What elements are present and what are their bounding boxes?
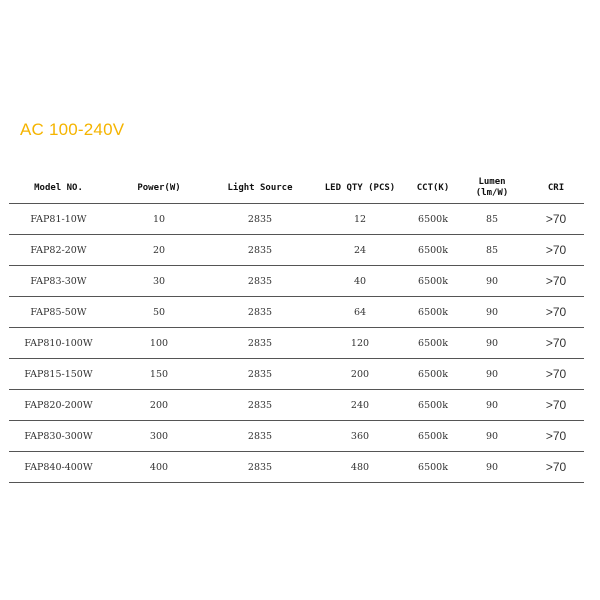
cell-model: FAP810-100W [9, 328, 108, 359]
cell-cri: >70 [528, 266, 584, 297]
header-cri: CRI [528, 173, 584, 204]
cell-cri: >70 [528, 297, 584, 328]
header-lumen [456, 173, 528, 204]
cell-lumen: 85 [456, 235, 528, 266]
table-row [9, 452, 584, 483]
cell-cct: 6500k [410, 266, 456, 297]
cell-lumen: 90 [456, 328, 528, 359]
header-lumen-line2: (lm/W) [475, 188, 509, 198]
cell-light-source: 2835 [210, 390, 310, 421]
cell-led-qty: 360 [310, 421, 410, 452]
cell-light-source: 2835 [210, 452, 310, 483]
header-cct: CCT(K) [410, 173, 456, 204]
cell-cri: >70 [528, 204, 584, 235]
cell-light-source: 2835 [210, 266, 310, 297]
cell-lumen: 90 [456, 266, 528, 297]
cell-led-qty: 480 [310, 452, 410, 483]
cell-led-qty: 200 [310, 359, 410, 390]
table-row [9, 235, 584, 266]
table-row [9, 421, 584, 452]
header-row [9, 173, 584, 204]
table-row [9, 359, 584, 390]
table-row [9, 328, 584, 359]
header-lumen-line1: Lumen [478, 177, 506, 187]
cell-cct: 6500k [410, 359, 456, 390]
cell-lumen: 90 [456, 421, 528, 452]
cell-lumen: 90 [456, 297, 528, 328]
table-row [9, 390, 584, 421]
cell-power: 200 [108, 390, 210, 421]
spec-table [9, 173, 584, 483]
cell-model: FAP81-10W [9, 204, 108, 235]
cell-cri: >70 [528, 452, 584, 483]
cell-power: 50 [108, 297, 210, 328]
cell-cct: 6500k [410, 421, 456, 452]
cell-cri: >70 [528, 359, 584, 390]
cell-lumen: 90 [456, 359, 528, 390]
header-light-source: Light Source [210, 173, 310, 204]
header-power: Power(W) [108, 173, 210, 204]
cell-power: 150 [108, 359, 210, 390]
cell-model: FAP82-20W [9, 235, 108, 266]
cell-power: 30 [108, 266, 210, 297]
cell-cri: >70 [528, 235, 584, 266]
cell-light-source: 2835 [210, 297, 310, 328]
table-row [9, 204, 584, 235]
cell-light-source: 2835 [210, 421, 310, 452]
header-led-qty: LED QTY (PCS) [310, 173, 410, 204]
cell-power: 400 [108, 452, 210, 483]
cell-model: FAP840-400W [9, 452, 108, 483]
table-row [9, 297, 584, 328]
cell-lumen: 90 [456, 452, 528, 483]
cell-light-source: 2835 [210, 235, 310, 266]
cell-model: FAP85-50W [9, 297, 108, 328]
cell-power: 100 [108, 328, 210, 359]
cell-cct: 6500k [410, 297, 456, 328]
voltage-title: AC 100-240V [20, 120, 125, 139]
cell-led-qty: 240 [310, 390, 410, 421]
cell-led-qty: 24 [310, 235, 410, 266]
cell-cri: >70 [528, 328, 584, 359]
cell-model: FAP83-30W [9, 266, 108, 297]
cell-light-source: 2835 [210, 359, 310, 390]
cell-lumen: 85 [456, 204, 528, 235]
cell-model: FAP830-300W [9, 421, 108, 452]
cell-led-qty: 64 [310, 297, 410, 328]
cell-cri: >70 [528, 390, 584, 421]
cell-model: FAP815-150W [9, 359, 108, 390]
cell-model: FAP820-200W [9, 390, 108, 421]
cell-cct: 6500k [410, 328, 456, 359]
cell-power: 300 [108, 421, 210, 452]
cell-led-qty: 12 [310, 204, 410, 235]
cell-cct: 6500k [410, 390, 456, 421]
spec-table-body [9, 204, 584, 483]
cell-cct: 6500k [410, 204, 456, 235]
cell-cct: 6500k [410, 235, 456, 266]
cell-light-source: 2835 [210, 204, 310, 235]
header-model: Model NO. [9, 173, 108, 204]
cell-led-qty: 40 [310, 266, 410, 297]
cell-power: 10 [108, 204, 210, 235]
cell-light-source: 2835 [210, 328, 310, 359]
cell-lumen: 90 [456, 390, 528, 421]
cell-led-qty: 120 [310, 328, 410, 359]
cell-power: 20 [108, 235, 210, 266]
table-row [9, 266, 584, 297]
cell-cri: >70 [528, 421, 584, 452]
cell-cct: 6500k [410, 452, 456, 483]
